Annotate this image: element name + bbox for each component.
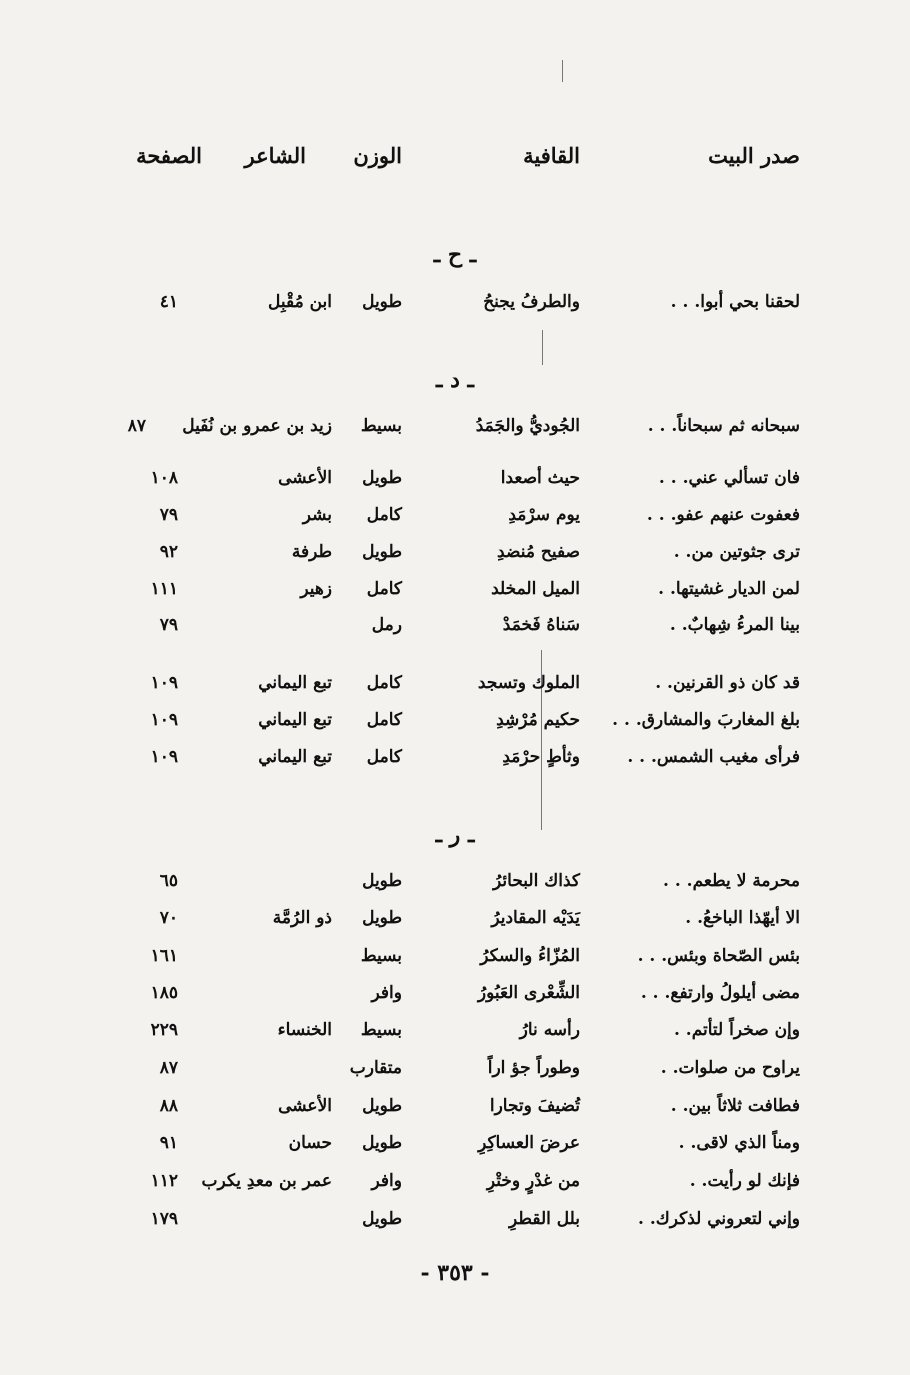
- table-row: [0, 1128, 910, 1158]
- verse-cell: مضى أيلولُ وارتفع. . .: [640, 983, 800, 1003]
- rhyme-cell: رأسه نارُ: [519, 1020, 580, 1040]
- page-cell: ١٠٩: [150, 747, 178, 767]
- table-row: [0, 866, 910, 896]
- page-cell: ٧٩: [159, 615, 178, 635]
- rhyme-cell: حيث أصعدا: [500, 468, 580, 488]
- rhyme-cell: وثأطٍ حرْمَدِ: [502, 747, 580, 767]
- table-row: [0, 742, 910, 772]
- meter-cell: بسيط: [360, 946, 402, 966]
- page-cell: ١٠٩: [150, 673, 178, 693]
- section-label: ـ د ـ: [435, 367, 474, 393]
- meter-cell: طويل: [362, 1209, 402, 1229]
- meter-cell: بسيط: [360, 1020, 402, 1040]
- rhyme-cell: سَناهُ فَخمَدْ: [502, 615, 580, 635]
- page-cell: ٢٢٩: [150, 1020, 178, 1040]
- verse-cell: محرمة لا يطعم. . .: [663, 871, 800, 891]
- table-header: [0, 143, 910, 183]
- page-cell: ١١٢: [150, 1171, 178, 1191]
- meter-cell: طويل: [362, 468, 402, 488]
- verse-cell: فرأى مغيب الشمس. . .: [627, 747, 800, 767]
- verse-cell: ومناً الذي لاقى. .: [678, 1133, 800, 1153]
- page-cell: ٨٧: [159, 1058, 178, 1078]
- section-label: ـ ر ـ: [435, 822, 475, 848]
- page-number: - ٣٥٣ -: [420, 1260, 490, 1286]
- section-letter-ha: [0, 242, 910, 268]
- page-cell: ٨٨: [159, 1096, 178, 1116]
- verse-cell: لمن الديار غشيتها. .: [658, 579, 800, 599]
- table-row: [0, 668, 910, 698]
- table-row: [0, 537, 910, 567]
- rhyme-cell: من غدْرٍ وختْرِ: [486, 1171, 580, 1191]
- rhyme-cell: يَدَيْه المقاديرُ: [491, 908, 580, 928]
- meter-cell: طويل: [362, 871, 402, 891]
- page-cell: ٩١: [159, 1133, 178, 1153]
- table-row: [0, 1091, 910, 1121]
- meter-cell: وافر: [371, 983, 402, 1003]
- verse-cell: قد كان ذو القرنين. .: [655, 673, 800, 693]
- rhyme-cell: الميل المخلد: [491, 579, 580, 599]
- page-cell: ١٠٩: [150, 710, 178, 730]
- section-label: ـ ح ـ: [433, 242, 477, 268]
- verse-cell: بلغ المغاربَ والمشارق. . .: [612, 710, 800, 730]
- rhyme-cell: صفيح مُنضدِ: [497, 542, 580, 562]
- poet-cell: تبع اليماني: [258, 673, 332, 693]
- table-row: [0, 978, 910, 1008]
- poet-cell: بشر: [302, 505, 332, 525]
- table-row: [0, 705, 910, 735]
- table-row: [0, 903, 910, 933]
- rhyme-cell: الملوك وتسجد: [477, 673, 580, 693]
- page-cell: ٧٠: [159, 908, 178, 928]
- page-cell: ٨٧: [127, 416, 146, 436]
- rhyme-cell: تُضيفَ وتجارا: [489, 1096, 580, 1116]
- verse-cell: سبحانه ثم سبحاناً. . .: [647, 416, 800, 436]
- table-row: [0, 610, 910, 640]
- header-meter: الوزن: [353, 143, 402, 168]
- header-poet: الشاعر: [244, 143, 306, 168]
- meter-cell: طويل: [362, 1096, 402, 1116]
- page-cell: ١٨٥: [150, 983, 178, 1003]
- rhyme-cell: بلل القطرِ: [509, 1209, 580, 1229]
- table-row: [0, 1204, 910, 1234]
- verse-cell: فإنك لو رأيت. .: [689, 1171, 800, 1191]
- meter-cell: طويل: [362, 908, 402, 928]
- rhyme-cell: الجُوديُّ والجَمَدُ: [475, 416, 580, 436]
- poet-cell: تبع اليماني: [258, 747, 332, 767]
- poet-cell: الأعشى: [278, 468, 332, 488]
- poet-cell: ذو الرُمَّة: [272, 908, 332, 928]
- verse-cell: وإن صخراً لتأتم. .: [673, 1020, 800, 1040]
- poet-cell: الخنساء: [277, 1020, 332, 1040]
- meter-cell: متقارب: [349, 1058, 402, 1078]
- header-verse: صدر البيت: [708, 143, 800, 168]
- table-row: [0, 463, 910, 493]
- scan-mark-top: [562, 60, 563, 82]
- rhyme-cell: يوم سرْمَدِ: [508, 505, 580, 525]
- scan-mark-middle: [542, 330, 543, 365]
- page-cell: ١٦١: [150, 946, 178, 966]
- page-cell: ٤١: [159, 292, 178, 312]
- poet-cell: تبع اليماني: [258, 710, 332, 730]
- page-cell: ١٧٩: [150, 1209, 178, 1229]
- meter-cell: طويل: [362, 1133, 402, 1153]
- table-row: [0, 1166, 910, 1196]
- verse-cell: بئس الصّحاة وبئس. . .: [637, 946, 800, 966]
- section-letter-ra: [0, 822, 910, 848]
- verse-cell: فعفوت عنهم عفو. . .: [646, 505, 800, 525]
- poet-cell: حسان: [288, 1133, 332, 1153]
- rhyme-cell: الشِّعْرى العَبُورُ: [477, 983, 580, 1003]
- page-cell: ٦٥: [159, 871, 178, 891]
- meter-cell: كامل: [366, 710, 402, 730]
- page-cell: ١١١: [150, 579, 178, 599]
- poet-cell: زهير: [300, 579, 332, 599]
- rhyme-cell: عرضَ العساكِرِ: [478, 1133, 580, 1153]
- poet-cell: الأعشى: [278, 1096, 332, 1116]
- rhyme-cell: وطوراً جؤ اراً: [487, 1058, 580, 1078]
- poet-cell: ابن مُقْبِل: [267, 292, 332, 312]
- header-rhyme: القافية: [523, 143, 580, 168]
- meter-cell: كامل: [366, 505, 402, 525]
- meter-cell: بسيط: [360, 416, 402, 436]
- meter-cell: كامل: [366, 579, 402, 599]
- table-row: [0, 411, 910, 441]
- table-row: [0, 287, 910, 317]
- table-row: [0, 1053, 910, 1083]
- table-row: [0, 941, 910, 971]
- rhyme-cell: والطرفُ يجنحُ: [483, 292, 580, 312]
- verse-cell: لحقنا بحي أبوا. . .: [670, 292, 800, 312]
- table-row: [0, 574, 910, 604]
- rhyme-cell: حكيم مُرْشِدِ: [496, 710, 580, 730]
- verse-cell: يراوح من صلوات. .: [660, 1058, 800, 1078]
- page-cell: ١٠٨: [150, 468, 178, 488]
- table-row: [0, 1015, 910, 1045]
- header-page: الصفحة: [136, 143, 202, 168]
- verse-cell: بينا المرءُ شِهابٌ. .: [669, 615, 800, 635]
- section-letter-dal: [0, 367, 910, 393]
- rhyme-cell: كذاك البحائرُ: [493, 871, 580, 891]
- poet-cell: زيد بن عمرو بن نُفَيل: [182, 416, 332, 436]
- meter-cell: طويل: [362, 542, 402, 562]
- meter-cell: كامل: [366, 747, 402, 767]
- page-cell: ٧٩: [159, 505, 178, 525]
- meter-cell: كامل: [366, 673, 402, 693]
- rhyme-cell: المُزّاءُ والسكرُ: [480, 946, 580, 966]
- verse-cell: ترى جثوتين من. .: [673, 542, 800, 562]
- table-row: [0, 500, 910, 530]
- verse-cell: وإني لتعروني لذكرك. .: [637, 1209, 800, 1229]
- meter-cell: طويل: [362, 292, 402, 312]
- verse-cell: فان تسألي عني. . .: [658, 468, 800, 488]
- poet-cell: عمر بن معدِ يكرب: [201, 1171, 332, 1191]
- poet-cell: طرفة: [291, 542, 332, 562]
- meter-cell: وافر: [371, 1171, 402, 1191]
- meter-cell: رمل: [371, 615, 402, 635]
- verse-cell: فطافت ثلاثاً بين. .: [670, 1096, 800, 1116]
- page-cell: ٩٢: [159, 542, 178, 562]
- verse-cell: الا أيهّذا الباخعُ. .: [685, 908, 800, 928]
